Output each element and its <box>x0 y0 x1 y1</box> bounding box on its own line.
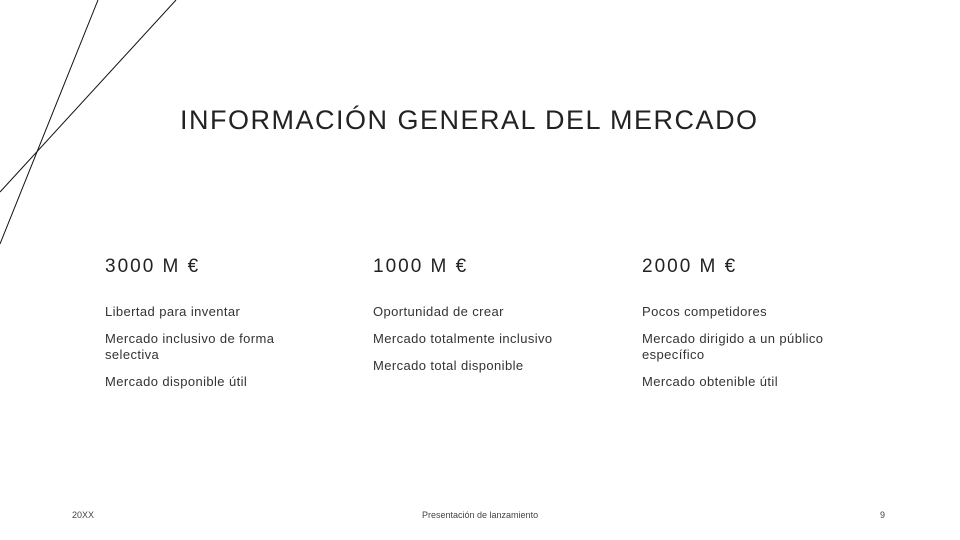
market-amount: 1000 M € <box>373 256 469 277</box>
footer-presentation-title: Presentación de lanzamiento <box>422 510 539 520</box>
market-column-1 <box>105 256 315 390</box>
slide-title: INFORMACIÓN GENERAL DEL MERCADO <box>180 105 759 135</box>
market-line: Mercado dirigido a un público específico <box>642 331 824 362</box>
market-line: Oportunidad de crear <box>373 304 504 319</box>
footer-page-number: 9 <box>880 510 886 520</box>
market-amount: 2000 M € <box>642 256 738 277</box>
market-line: Mercado disponible útil <box>105 374 248 389</box>
market-line: Mercado total disponible <box>373 358 524 373</box>
market-column-3 <box>642 256 852 390</box>
market-amount: 3000 M € <box>105 256 201 277</box>
market-line: Libertad para inventar <box>105 304 241 319</box>
market-line: Mercado totalmente inclusivo <box>373 331 553 346</box>
market-line: Mercado obtenible útil <box>642 374 778 389</box>
decorative-line-1 <box>0 0 98 244</box>
footer-date: 20XX <box>72 510 95 520</box>
market-column-2 <box>373 256 583 374</box>
market-line: Pocos competidores <box>642 304 767 319</box>
market-line: Mercado inclusivo de forma selectiva <box>105 331 275 362</box>
decorative-line-2 <box>0 0 176 192</box>
